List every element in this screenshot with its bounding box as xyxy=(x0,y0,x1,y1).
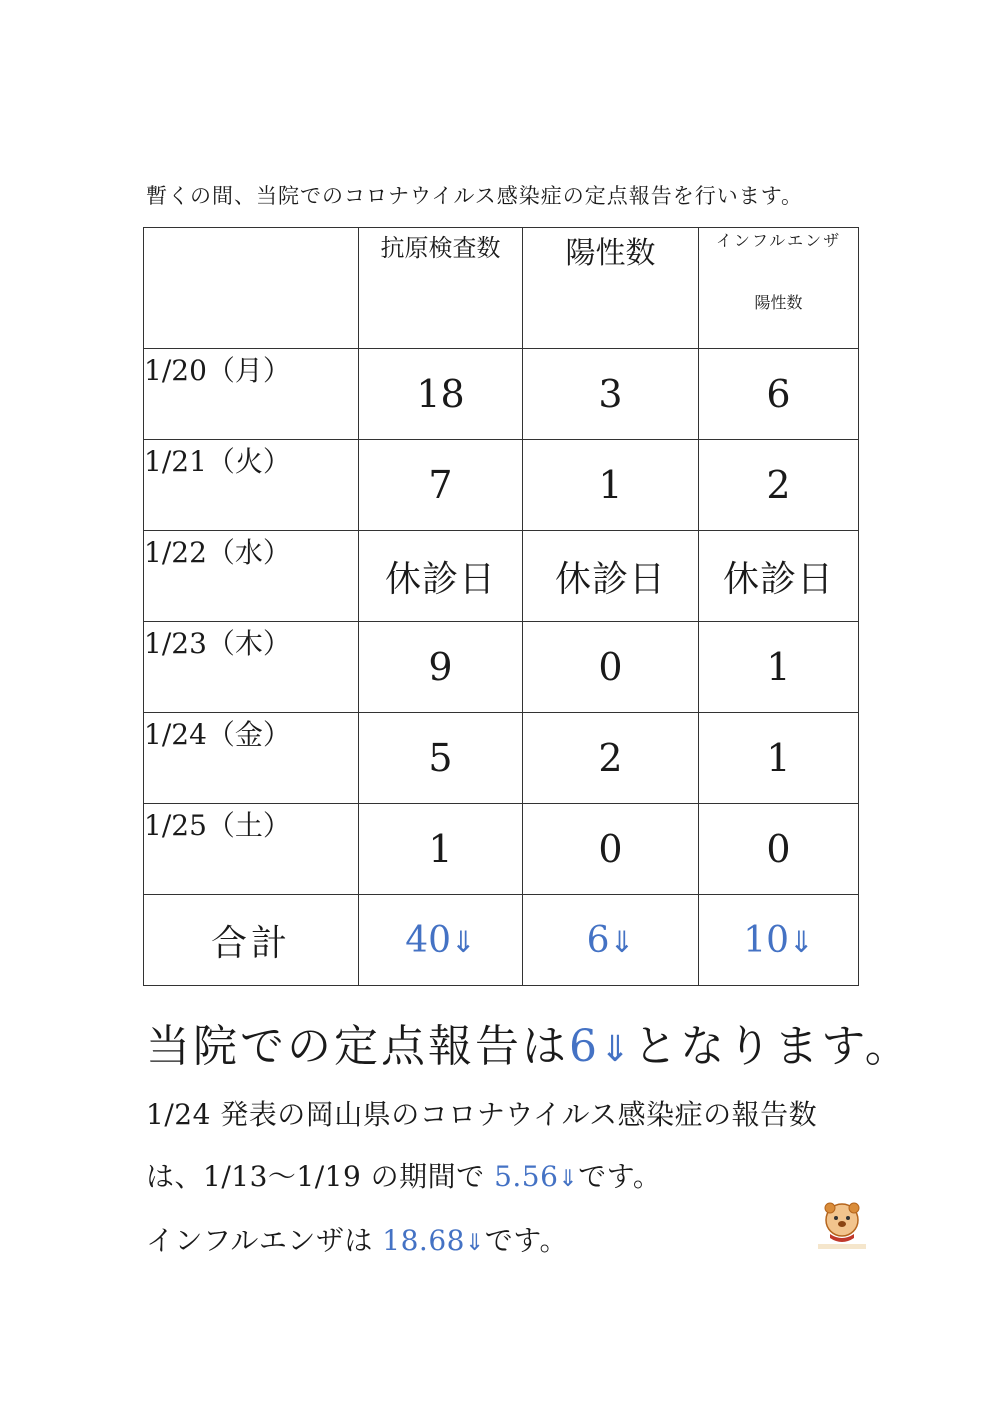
total-influenza xyxy=(699,895,859,986)
cell-positive: 0 xyxy=(523,622,699,713)
header-positive: 陽性数 xyxy=(523,228,699,349)
cell-positive: 休診日 xyxy=(523,531,699,622)
cell-positive: 0 xyxy=(523,804,699,895)
corona-value: 5.56 xyxy=(494,1160,559,1193)
total-row xyxy=(144,895,859,986)
row-date: 1/24（金） xyxy=(144,713,359,804)
cell-influenza: 2 xyxy=(699,440,859,531)
table-row xyxy=(144,622,859,713)
table-row xyxy=(144,713,859,804)
table-row xyxy=(144,440,859,531)
row-date: 1/20（月） xyxy=(144,349,359,440)
cell-antigen: 休診日 xyxy=(359,531,523,622)
prefecture-line3-prefix: インフルエンザは xyxy=(146,1224,373,1257)
down-arrow-icon: ⇓ xyxy=(558,1166,579,1192)
report-table xyxy=(143,227,859,986)
header-antigen: 抗原検査数 xyxy=(359,228,523,349)
down-arrow-icon: ⇓ xyxy=(609,924,635,959)
down-arrow-icon: ⇓ xyxy=(464,1230,485,1256)
summary-statement xyxy=(146,1010,912,1074)
prefecture-line1: 1/24 発表の岡山県のコロナウイルス感染症の報告数 xyxy=(146,1098,818,1131)
header-influenza xyxy=(699,228,859,349)
table-row xyxy=(144,531,859,622)
cell-antigen: 7 xyxy=(359,440,523,531)
down-arrow-icon: ⇓ xyxy=(789,924,814,959)
cell-influenza: 0 xyxy=(699,804,859,895)
row-date: 1/23（木） xyxy=(144,622,359,713)
down-arrow-icon: ⇓ xyxy=(600,1028,634,1070)
prefecture-line3 xyxy=(146,1219,568,1259)
clinic-mascot-logo-icon xyxy=(812,1200,872,1252)
summary-prefix: 当院での定点報告は xyxy=(146,1021,569,1072)
cell-antigen: 9 xyxy=(359,622,523,713)
total-antigen-value: 40 xyxy=(405,919,452,961)
cell-positive: 1 xyxy=(523,440,699,531)
cell-influenza: 休診日 xyxy=(699,531,859,622)
down-arrow-icon: ⇓ xyxy=(451,924,476,959)
table-header-row xyxy=(144,228,859,349)
cell-antigen: 5 xyxy=(359,713,523,804)
total-positive-value: 6 xyxy=(586,919,610,961)
total-antigen xyxy=(359,895,523,986)
prefecture-line2-prefix: は、1/13〜1/19 の期間で xyxy=(146,1160,485,1193)
cell-antigen: 1 xyxy=(359,804,523,895)
summary-suffix: となります。 xyxy=(633,1021,912,1072)
header-influenza-line2: 陽性数 xyxy=(754,293,803,312)
summary-value: 6 xyxy=(569,1021,600,1072)
cell-influenza: 1 xyxy=(699,622,859,713)
intro-text: 暫くの間、当院でのコロナウイルス感染症の定点報告を行います。 xyxy=(146,184,804,208)
cell-positive: 2 xyxy=(523,713,699,804)
cell-positive: 3 xyxy=(523,349,699,440)
prefecture-line2-suffix: です。 xyxy=(578,1160,662,1193)
row-date: 1/25（土） xyxy=(144,804,359,895)
total-influenza-value: 10 xyxy=(743,919,790,961)
cell-influenza: 6 xyxy=(699,349,859,440)
total-label: 合計 xyxy=(144,895,359,986)
prefecture-line3-suffix: です。 xyxy=(484,1224,568,1257)
header-influenza-line1: インフルエンザ xyxy=(715,231,842,250)
row-date: 1/21（火） xyxy=(144,440,359,531)
influenza-value: 18.68 xyxy=(382,1224,465,1257)
row-date: 1/22（水） xyxy=(144,531,359,622)
header-empty-cell xyxy=(144,228,359,349)
total-positive xyxy=(523,895,699,986)
table-row xyxy=(144,804,859,895)
prefecture-line2 xyxy=(146,1155,661,1195)
table-row xyxy=(144,349,859,440)
cell-antigen: 18 xyxy=(359,349,523,440)
cell-influenza: 1 xyxy=(699,713,859,804)
